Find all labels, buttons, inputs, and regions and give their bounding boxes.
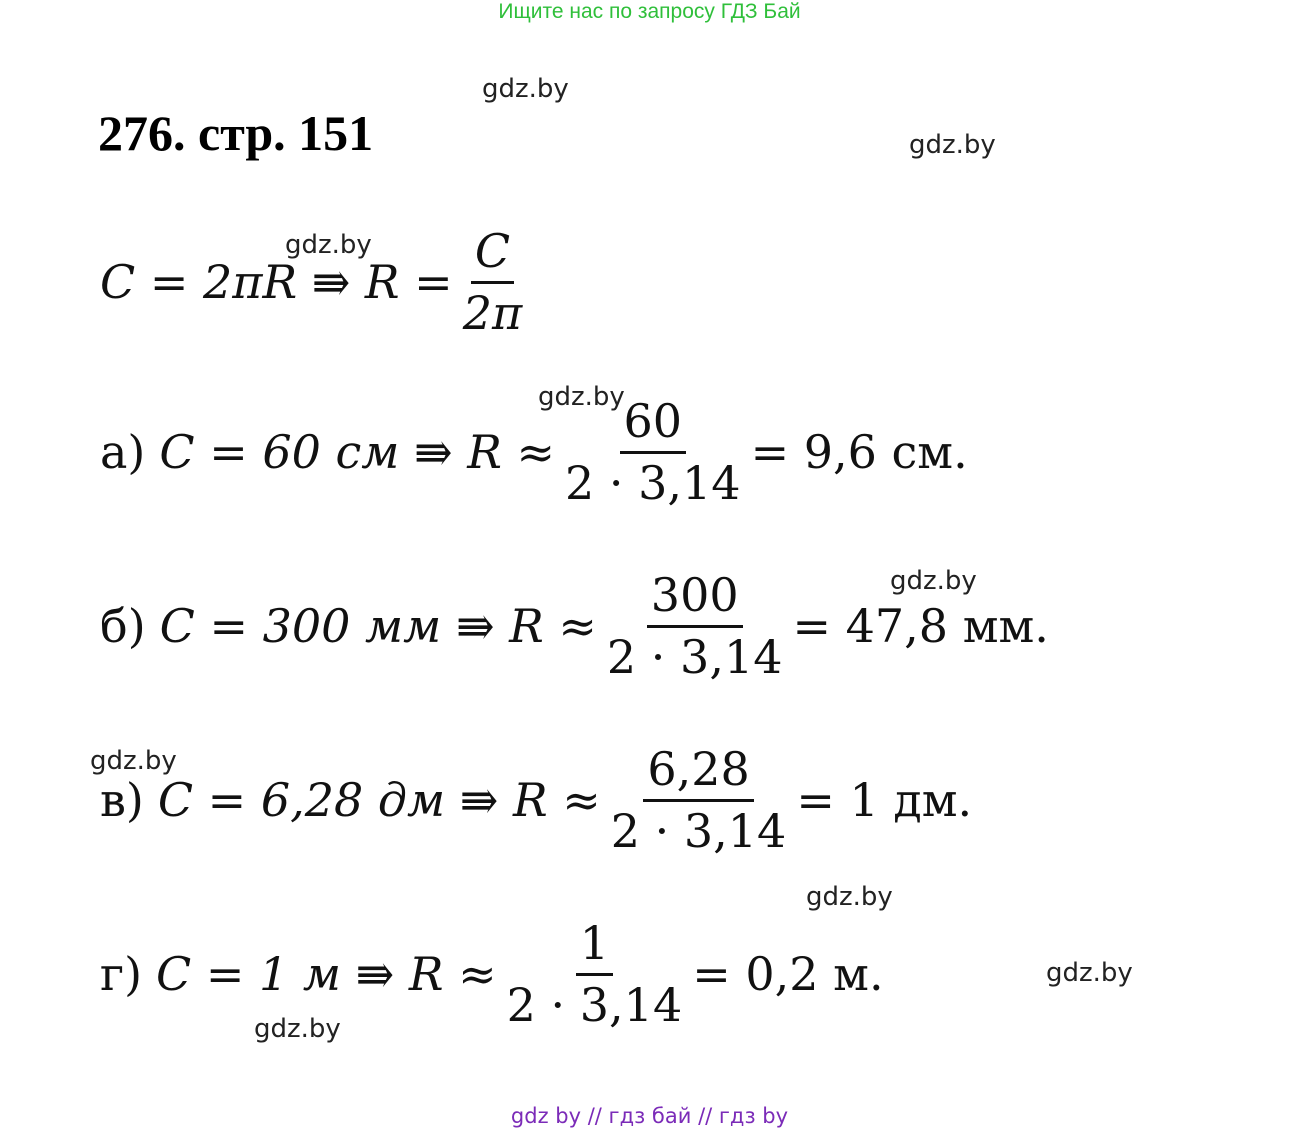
item-c — [100, 744, 972, 856]
item-label: г) — [100, 947, 143, 1002]
watermark: gdz.by — [285, 230, 372, 260]
watermark: gdz.by — [806, 882, 893, 912]
item-fraction — [611, 744, 787, 856]
fraction-numerator: 60 — [620, 396, 687, 454]
fraction-denominator: 2 · 3,14 — [506, 977, 683, 1032]
item-fraction — [607, 570, 783, 682]
item-b — [100, 570, 1049, 682]
watermark: gdz.by — [254, 1014, 341, 1044]
watermark: gdz.by — [1046, 958, 1133, 988]
fraction-numerator: 1 — [576, 918, 613, 976]
fraction-numerator: 6,28 — [643, 744, 753, 802]
fraction-denominator: 2 · 3,14 — [565, 455, 741, 510]
item-result: = 1 дм. — [796, 773, 973, 828]
item-given: C = 1 м ⇛ R ≈ — [156, 947, 497, 1002]
formula-lhs: C = 2πR ⇛ R = — [100, 255, 453, 310]
formula-fraction — [463, 226, 523, 338]
item-given: C = 60 см ⇛ R ≈ — [159, 425, 556, 480]
fraction-numerator: 300 — [647, 570, 743, 628]
fraction-denominator: 2 · 3,14 — [610, 803, 787, 858]
item-result: = 9,6 см. — [750, 425, 968, 480]
item-label: в) — [100, 773, 144, 828]
fraction-denominator: 2 · 3,14 — [606, 629, 783, 684]
item-fraction — [507, 918, 683, 1030]
item-given: C = 300 мм ⇛ R ≈ — [159, 599, 597, 654]
top-banner[interactable]: Ищите нас по запросу ГДЗ Бай — [498, 0, 801, 23]
page-title: 276. стр. 151 — [98, 105, 374, 161]
main-formula — [100, 226, 532, 338]
item-given: C = 6,28 дм ⇛ R ≈ — [157, 773, 601, 828]
item-label: б) — [100, 599, 146, 654]
item-label: а) — [100, 425, 146, 480]
item-result: = 47,8 мм. — [792, 599, 1049, 654]
item-fraction — [565, 396, 741, 508]
watermark: gdz.by — [909, 130, 996, 160]
fraction-denominator: 2π — [462, 285, 523, 340]
item-d — [100, 918, 884, 1030]
watermark: gdz.by — [890, 566, 977, 596]
item-result: = 0,2 м. — [692, 947, 884, 1002]
footer-links[interactable]: gdz by // гдз бай // гдз by — [510, 1104, 789, 1128]
watermark: gdz.by — [538, 382, 625, 412]
item-a — [100, 396, 968, 508]
watermark: gdz.by — [482, 74, 569, 104]
watermark: gdz.by — [90, 746, 177, 776]
fraction-numerator: C — [471, 226, 514, 284]
